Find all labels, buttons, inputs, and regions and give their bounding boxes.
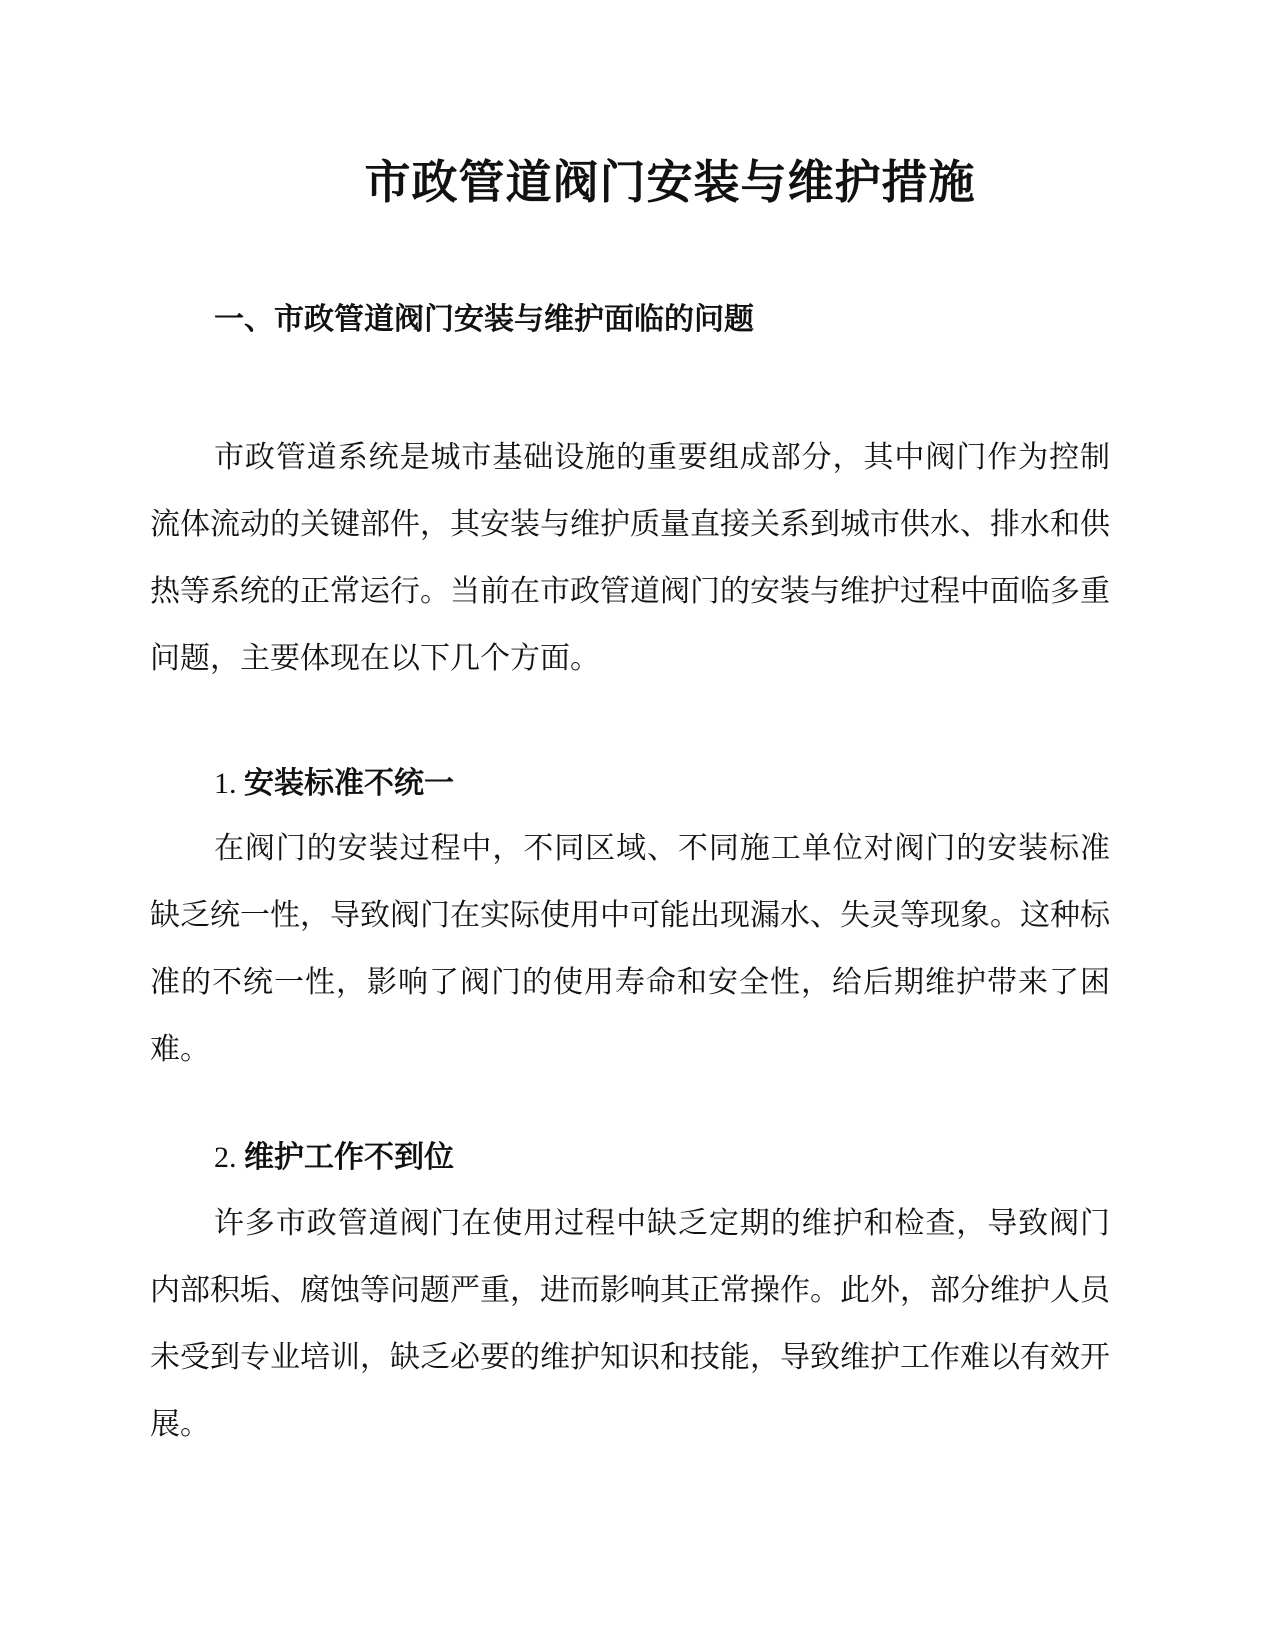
subsection-title: 安装标准不统一 [244,766,454,801]
section-heading: 一、市政管道阀门安装与维护面临的问题 [214,302,754,337]
subsection-number: 2. [214,1141,244,1174]
intro-paragraph: 市政管道系统是城市基础设施的重要组成部分，其中阀门作为控制流体流动的关键部件，其安装与维护质量直接关系到城市供水、排水和供热等系统的正常运行。当前在市政管道阀门的安装与维护过程中面临多重问题，主要体现在以下几个方面。 [150,440,1110,676]
subsection-paragraph-2: 许多市政管道阀门在使用过程中缺乏定期的维护和检查，导致阀门内部积垢、腐蚀等问题严重，进而影响其正常操作。此外，部分维护人员未受到专业培训，缺乏必要的维护知识和技能，导致维护工作难以有效开展。 [150,1206,1110,1442]
subsection-paragraph-1: 在阀门的安装过程中，不同区域、不同施工单位对阀门的安装标准缺乏统一性，导致阀门在实际使用中可能出现漏水、失灵等现象。这种标准的不统一性，影响了阀门的使用寿命和安全性，给后期维护带来了困难。 [150,831,1110,1067]
subsection-title: 维护工作不到位 [244,1140,454,1175]
document-title: 市政管道阀门安装与维护措施 [364,155,976,209]
subsection-heading-2 [214,1136,454,1180]
subsection-number: 1. [214,767,244,800]
subsection-heading-1 [214,762,454,806]
